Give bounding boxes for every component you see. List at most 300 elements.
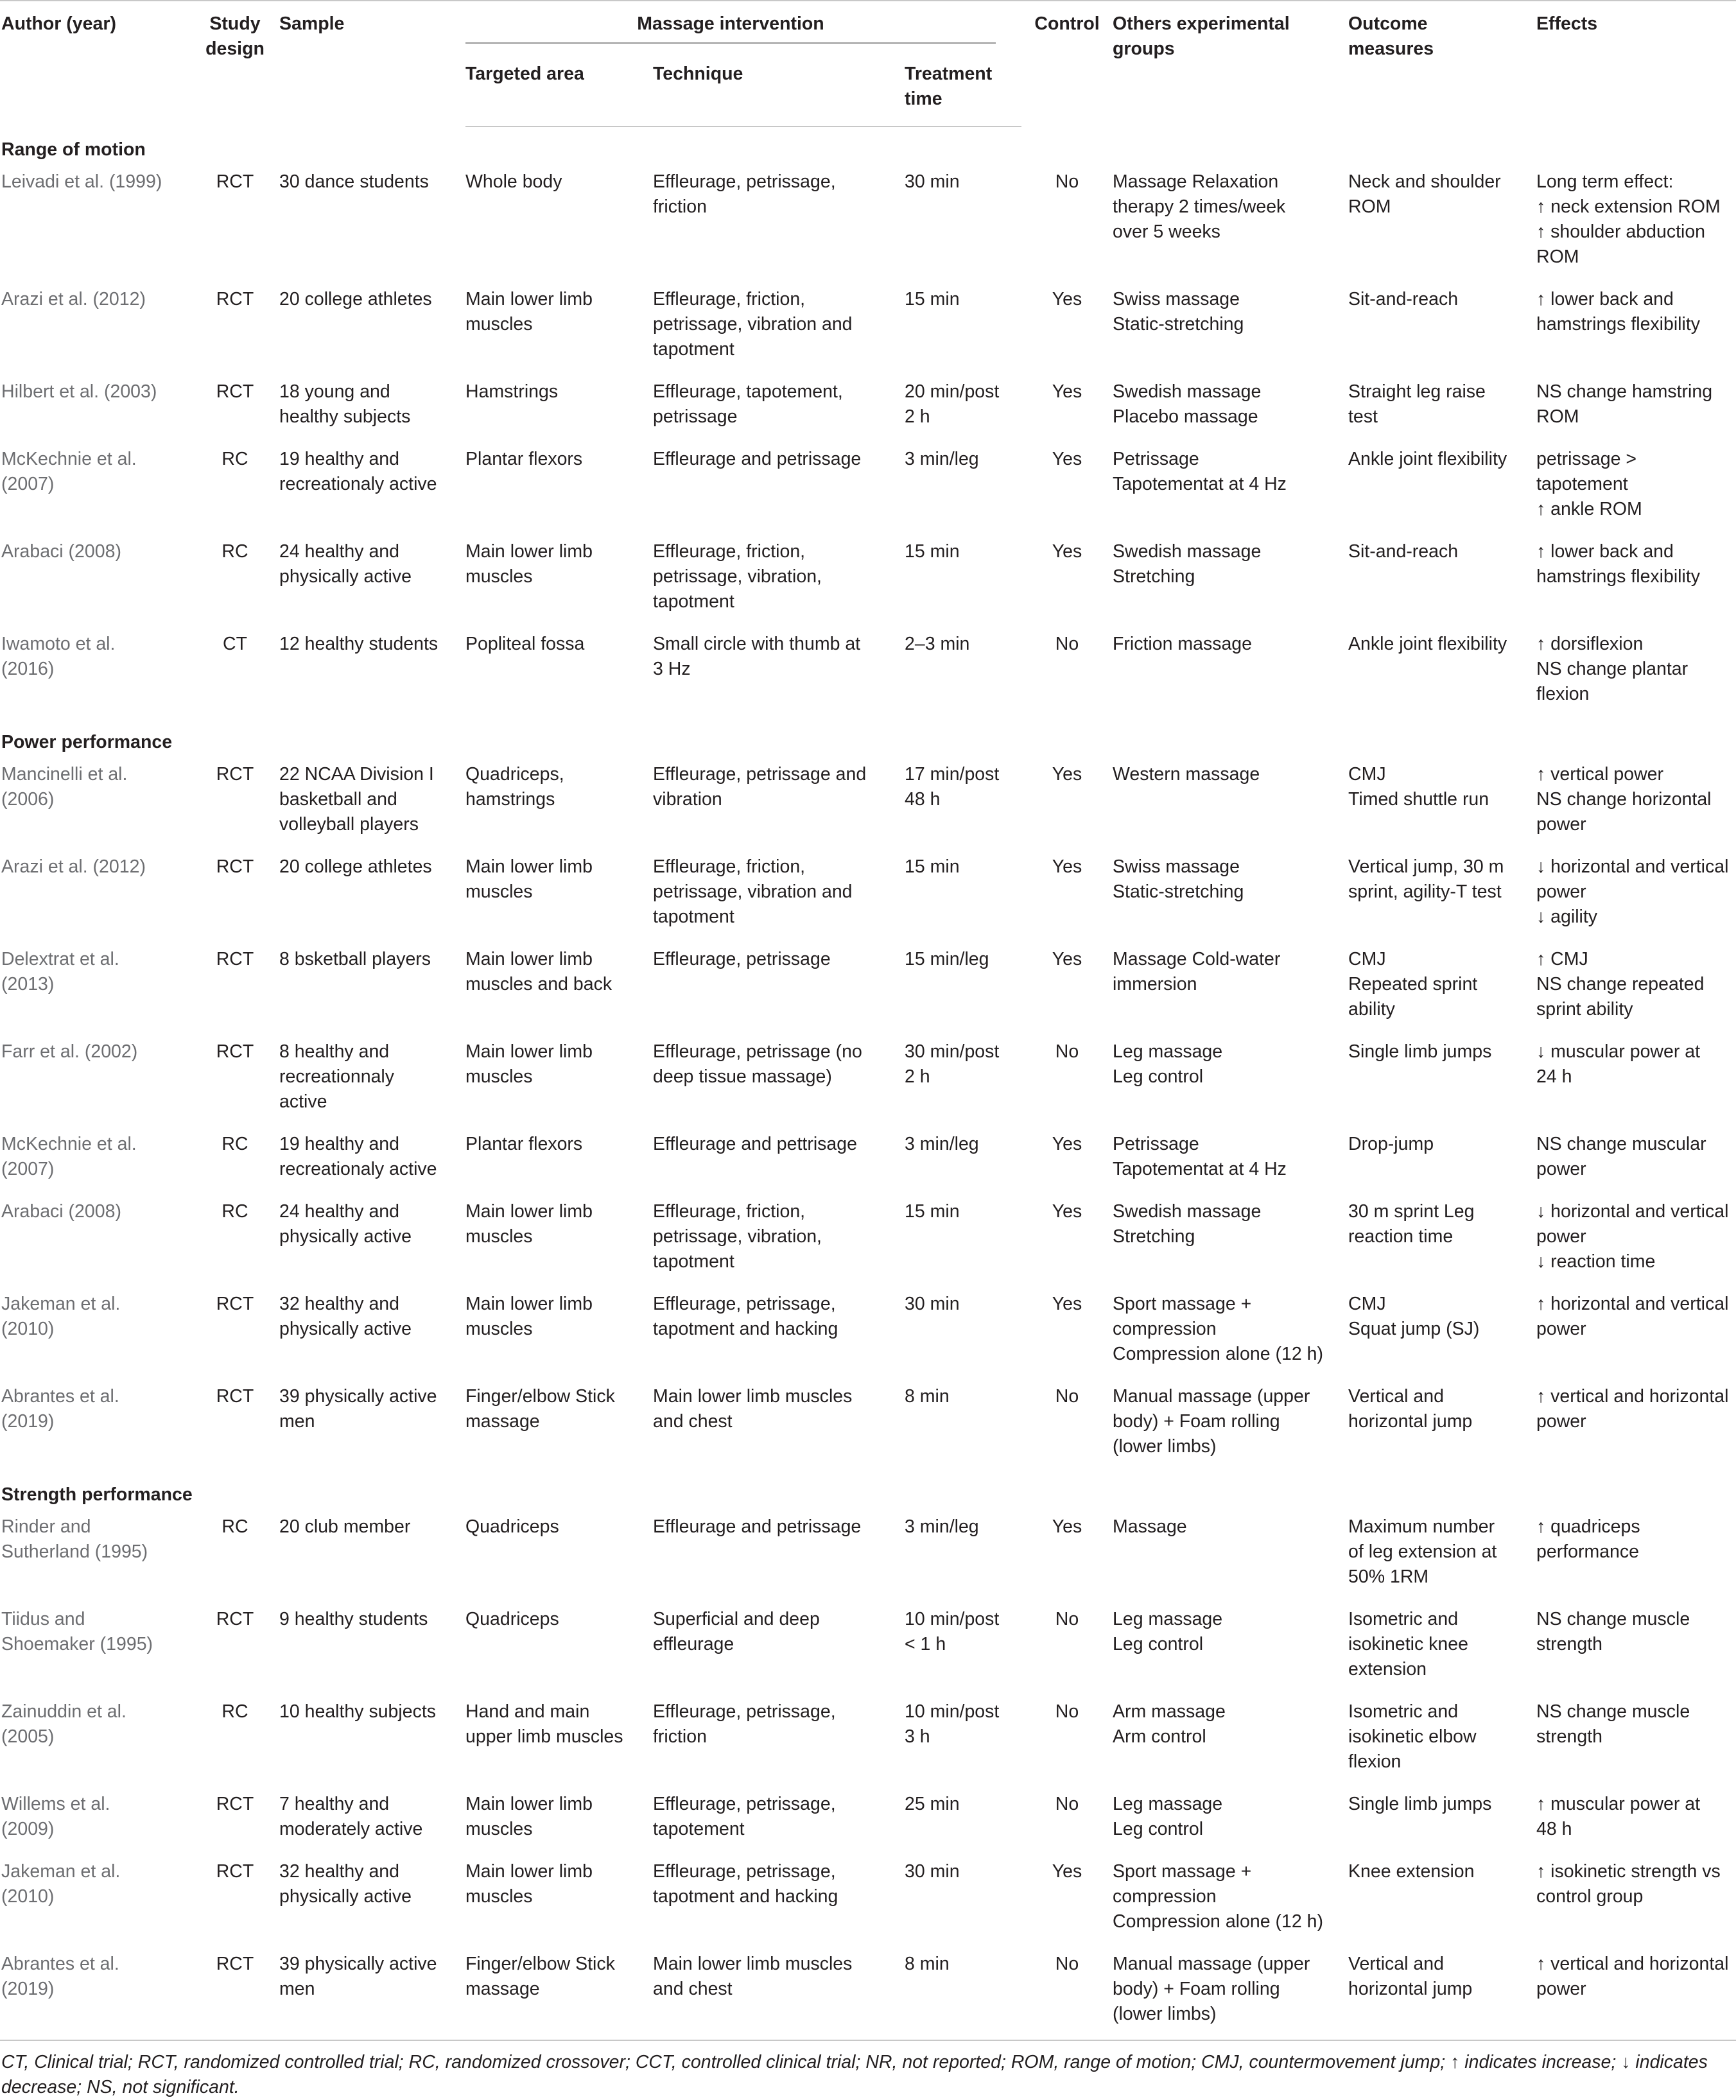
- cell-line: men: [279, 1411, 315, 1432]
- cell-study-design: CT: [223, 634, 247, 654]
- cell-study-design: RC: [221, 1516, 248, 1537]
- cell-sample: [279, 850, 465, 942]
- cell-line: healthy subjects: [279, 406, 411, 427]
- cell-line: ↓ muscular power at: [1536, 1041, 1701, 1062]
- cell-study-design: RCT: [191, 1947, 279, 2040]
- cell-line: Leg control: [1113, 1634, 1204, 1654]
- cell-line: (2007): [1, 1159, 55, 1179]
- cell-line: NS change repeated: [1536, 974, 1705, 994]
- cell-study-design: RCT: [216, 171, 254, 192]
- cell-author: [0, 1035, 191, 1127]
- cell-line: CMJ: [1348, 1294, 1386, 1314]
- cell-treatment-time: [905, 1287, 1021, 1380]
- cell-line: petrissage, vibration and: [653, 314, 853, 334]
- cell-line: hamstrings flexibility: [1536, 566, 1701, 587]
- cell-line: ↑ vertical and horizontal: [1536, 1954, 1729, 1974]
- cell-line: 30 m sprint Leg: [1348, 1201, 1475, 1222]
- cell-outcome-measures: [1348, 627, 1536, 720]
- cell-author: [0, 282, 191, 375]
- cell-line: petrissage, vibration and: [653, 881, 853, 902]
- cell-line: tapotment: [653, 907, 734, 927]
- cell-effects: [1536, 282, 1736, 375]
- cell-author: [0, 1510, 191, 1602]
- cell-line: Neck and shoulder: [1348, 171, 1501, 192]
- cell-line: Abrantes et al.: [1, 1954, 119, 1974]
- cell-line: Effleurage and pettrisage: [653, 1134, 857, 1154]
- header-effects: Effects: [1536, 1, 1736, 126]
- cell-line: Main lower limb: [465, 1201, 593, 1222]
- cell-treatment-time: [905, 1195, 1021, 1287]
- cell-line: 19 healthy and: [279, 1134, 399, 1154]
- cell-line: Rinder and: [1, 1516, 91, 1537]
- cell-other-groups: [1113, 1510, 1348, 1602]
- cell-line: (2006): [1, 789, 55, 810]
- header-outcome-line1: Outcome: [1348, 13, 1428, 34]
- cell-sample: [279, 627, 465, 720]
- cell-other-groups: [1113, 282, 1348, 375]
- cell-other-groups: [1113, 1035, 1348, 1127]
- cell-line: Effleurage, friction,: [653, 1201, 806, 1222]
- cell-line: 10 healthy subjects: [279, 1701, 436, 1722]
- cell-line: physically active: [279, 1226, 412, 1247]
- cell-line: Massage: [1113, 1516, 1187, 1537]
- cell-line: 15 min/leg: [905, 949, 989, 969]
- cell-targeted-area: [465, 1855, 653, 1947]
- cell-line: Effleurage, tapotement,: [653, 381, 843, 402]
- cell-line: Zainuddin et al.: [1, 1701, 126, 1722]
- cell-line: extension: [1348, 1659, 1427, 1679]
- cell-line: Static-stretching: [1113, 881, 1244, 902]
- cell-line: 30 dance students: [279, 171, 429, 192]
- cell-line: ↑ neck extension ROM: [1536, 196, 1721, 217]
- cell-line: Jakeman et al.: [1, 1294, 121, 1314]
- cell-line: Tiidus and: [1, 1609, 85, 1629]
- cell-line: Friction massage: [1113, 634, 1253, 654]
- cell-line: Swiss massage: [1113, 289, 1240, 309]
- cell-other-groups: [1113, 1287, 1348, 1380]
- cell-line: petrissage, vibration,: [653, 1226, 822, 1247]
- cell-line: Effleurage, petrissage and: [653, 764, 867, 785]
- cell-line: NS change hamstring: [1536, 381, 1713, 402]
- cell-line: massage: [465, 1979, 540, 1999]
- cell-line: muscles: [465, 1819, 533, 1839]
- table-row: [0, 1510, 1736, 1602]
- cell-effects: [1536, 1380, 1736, 1472]
- cell-control: Yes: [1052, 949, 1082, 969]
- table-row: [0, 1947, 1736, 2040]
- cell-line: immersion: [1113, 974, 1197, 994]
- header-treatment-time: [905, 49, 1021, 126]
- cell-line: over 5 weeks: [1113, 221, 1220, 242]
- cell-line: power: [1536, 1979, 1586, 1999]
- cell-study-design: RC: [221, 1201, 248, 1222]
- table-row: [0, 627, 1736, 720]
- massage-intervention-label: Massage intervention: [465, 12, 996, 44]
- cell-line: muscles: [465, 314, 533, 334]
- cell-control: Yes: [1052, 856, 1082, 877]
- cell-targeted-area: [465, 1127, 653, 1195]
- cell-line: 30 min: [905, 1294, 960, 1314]
- cell-line: Sutherland (1995): [1, 1541, 148, 1562]
- cell-line: Main lower limb: [465, 1794, 593, 1814]
- cell-line: basketball and: [279, 789, 397, 810]
- cell-line: power: [1536, 1411, 1586, 1432]
- section-title: Strength performance: [1, 1484, 193, 1505]
- cell-control: Yes: [1052, 541, 1082, 562]
- cell-line: 50% 1RM: [1348, 1566, 1429, 1587]
- cell-study-design: RCT: [216, 856, 254, 877]
- cell-line: ↑ quadriceps: [1536, 1516, 1640, 1537]
- cell-line: ↑ muscular power at: [1536, 1794, 1701, 1814]
- cell-line: NS change muscular: [1536, 1134, 1706, 1154]
- cell-line: 48 h: [1536, 1819, 1572, 1839]
- cell-line: muscles: [465, 881, 533, 902]
- cell-line: Effleurage, friction,: [653, 856, 806, 877]
- cell-line: 2–3 min: [905, 634, 970, 654]
- cell-line: muscles: [465, 1066, 533, 1087]
- cell-line: Straight leg raise: [1348, 381, 1486, 402]
- cell-sample: [279, 1947, 465, 2040]
- cell-line: muscles: [465, 566, 533, 587]
- cell-line: tapotment: [653, 591, 734, 612]
- cell-line: Arabaci (2008): [1, 1201, 121, 1222]
- cell-line: physically active: [279, 566, 412, 587]
- cell-line: Effleurage and petrissage: [653, 449, 862, 469]
- cell-treatment-time: [905, 758, 1021, 850]
- cell-treatment-time: [905, 942, 1021, 1035]
- cell-line: tapotment and hacking: [653, 1319, 838, 1339]
- cell-line: muscles: [465, 1226, 533, 1247]
- cell-line: ↑ ankle ROM: [1536, 499, 1642, 519]
- cell-study-design: RCT: [216, 1386, 254, 1407]
- header-time-line2: time: [905, 89, 942, 109]
- cell-line: Isometric and: [1348, 1609, 1459, 1629]
- cell-line: Effleurage, petrissage,: [653, 1794, 836, 1814]
- cell-line: Stretching: [1113, 1226, 1195, 1247]
- cell-line: 15 min: [905, 289, 960, 309]
- cell-line: Whole body: [465, 171, 562, 192]
- cell-line: Repeated sprint: [1348, 974, 1478, 994]
- cell-line: Iwamoto et al.: [1, 634, 116, 654]
- header-study-design-line2: design: [205, 39, 265, 59]
- cell-line: power: [1536, 881, 1586, 902]
- cell-control: No: [1055, 1794, 1079, 1814]
- header-study-design-line1: Study: [209, 13, 261, 34]
- cell-line: 20 college athletes: [279, 289, 432, 309]
- cell-line: Finger/elbow Stick: [465, 1954, 615, 1974]
- cell-line: Single limb jumps: [1348, 1041, 1492, 1062]
- cell-technique: [653, 627, 905, 720]
- cell-line: 39 physically active: [279, 1954, 437, 1974]
- cell-line: Arazi et al. (2012): [1, 289, 146, 309]
- cell-line: Main lower limb: [465, 541, 593, 562]
- cell-line: Petrissage: [1113, 449, 1199, 469]
- cell-line: ↑ CMJ: [1536, 949, 1588, 969]
- cell-line: Main lower limb: [465, 289, 593, 309]
- cell-line: Main lower limb muscles: [653, 1386, 853, 1407]
- cell-line: Effleurage, petrissage: [653, 949, 831, 969]
- cell-author: [0, 1695, 191, 1787]
- cell-line: Squat jump (SJ): [1348, 1319, 1480, 1339]
- cell-other-groups: [1113, 375, 1348, 442]
- cell-technique: [653, 1127, 905, 1195]
- cell-outcome-measures: [1348, 282, 1536, 375]
- cell-targeted-area: [465, 942, 653, 1035]
- cell-line: horizontal jump: [1348, 1411, 1473, 1432]
- cell-author: [0, 942, 191, 1035]
- cell-line: Western massage: [1113, 764, 1260, 785]
- cell-targeted-area: [465, 1195, 653, 1287]
- cell-author: [0, 1855, 191, 1947]
- cell-author: [0, 850, 191, 942]
- cell-line: Effleurage, friction,: [653, 289, 806, 309]
- cell-control: No: [1055, 1386, 1079, 1407]
- table-row: [0, 1855, 1736, 1947]
- cell-line: Ankle joint flexibility: [1348, 449, 1507, 469]
- cell-effects: [1536, 942, 1736, 1035]
- cell-study-design: RC: [221, 1701, 248, 1722]
- cell-line: tapotment: [653, 339, 734, 360]
- cell-line: recreationaly active: [279, 1159, 437, 1179]
- cell-line: Vertical and: [1348, 1954, 1444, 1974]
- cell-line: tapotment: [653, 1251, 734, 1272]
- cell-line: Isometric and: [1348, 1701, 1459, 1722]
- cell-line: strength: [1536, 1726, 1602, 1747]
- cell-author: [0, 627, 191, 720]
- cell-line: 8 min: [905, 1386, 950, 1407]
- cell-line: 3 min/leg: [905, 449, 979, 469]
- table-row: [0, 1035, 1736, 1127]
- table-row: [0, 758, 1736, 850]
- cell-other-groups: [1113, 758, 1348, 850]
- cell-line: CMJ: [1348, 949, 1386, 969]
- cell-line: (2009): [1, 1819, 55, 1839]
- cell-outcome-measures: [1348, 942, 1536, 1035]
- cell-control: No: [1055, 171, 1079, 192]
- cell-line: recreationaly active: [279, 474, 437, 494]
- cell-treatment-time: [905, 1947, 1021, 2040]
- cell-other-groups: [1113, 1602, 1348, 1695]
- cell-line: Swedish massage: [1113, 381, 1262, 402]
- cell-line: ↑ isokinetic strength vs: [1536, 1861, 1721, 1882]
- cell-line: Effleurage, petrissage,: [653, 1701, 836, 1722]
- cell-line: (2019): [1, 1979, 55, 1999]
- cell-line: ↓ horizontal and vertical: [1536, 856, 1729, 877]
- cell-line: 24 healthy and: [279, 541, 399, 562]
- cell-line: Hilbert et al. (2003): [1, 381, 157, 402]
- cell-line: tapotement: [1536, 474, 1628, 494]
- cell-author: [0, 535, 191, 627]
- cell-effects: [1536, 1035, 1736, 1127]
- cell-outcome-measures: [1348, 1787, 1536, 1855]
- table-row: [0, 942, 1736, 1035]
- cell-line: 10 min/post: [905, 1609, 1000, 1629]
- cell-targeted-area: [465, 442, 653, 535]
- cell-line: NS change muscle: [1536, 1609, 1690, 1629]
- cell-study-design: RCT: [216, 1041, 254, 1062]
- cell-line: ability: [1348, 999, 1395, 1020]
- cell-line: 48 h: [905, 789, 941, 810]
- cell-line: 3 min/leg: [905, 1516, 979, 1537]
- cell-line: friction: [653, 1726, 707, 1747]
- cell-outcome-measures: [1348, 1380, 1536, 1472]
- section-row: [0, 1472, 1736, 1510]
- cell-line: 20 college athletes: [279, 856, 432, 877]
- cell-line: Stretching: [1113, 566, 1195, 587]
- cell-treatment-time: [905, 165, 1021, 282]
- cell-other-groups: [1113, 942, 1348, 1035]
- cell-line: Arazi et al. (2012): [1, 856, 146, 877]
- cell-other-groups: [1113, 1695, 1348, 1787]
- cell-line: ↑ lower back and: [1536, 289, 1674, 309]
- cell-line: ↑ dorsiflexion: [1536, 634, 1644, 654]
- cell-line: NS change muscle: [1536, 1701, 1690, 1722]
- cell-technique: [653, 1195, 905, 1287]
- cell-line: Leg control: [1113, 1819, 1204, 1839]
- cell-line: Tapotementat at 4 Hz: [1113, 474, 1287, 494]
- cell-other-groups: [1113, 442, 1348, 535]
- cell-line: ↓ agility: [1536, 907, 1598, 927]
- cell-line: Shoemaker (1995): [1, 1634, 153, 1654]
- cell-line: test: [1348, 406, 1378, 427]
- header-targeted-area: Targeted area: [465, 49, 653, 126]
- cell-line: 8 bsketball players: [279, 949, 431, 969]
- cell-line: Manual massage (upper: [1113, 1386, 1310, 1407]
- cell-line: Ankle joint flexibility: [1348, 634, 1507, 654]
- cell-effects: [1536, 1287, 1736, 1380]
- cell-study-design: RC: [221, 449, 248, 469]
- cell-line: 2 h: [905, 1066, 930, 1087]
- table-row: [0, 850, 1736, 942]
- cell-outcome-measures: [1348, 1127, 1536, 1195]
- cell-effects: [1536, 850, 1736, 942]
- cell-study-design: RCT: [216, 1294, 254, 1314]
- cell-other-groups: [1113, 1787, 1348, 1855]
- cell-line: strength: [1536, 1634, 1602, 1654]
- cell-outcome-measures: [1348, 165, 1536, 282]
- cell-line: petrissage >: [1536, 449, 1637, 469]
- cell-line: compression: [1113, 1886, 1217, 1907]
- cell-line: NS change horizontal: [1536, 789, 1712, 810]
- table-row: [0, 1127, 1736, 1195]
- cell-study-design: RCT: [216, 1609, 254, 1629]
- cell-control: Yes: [1052, 381, 1082, 402]
- cell-targeted-area: [465, 535, 653, 627]
- cell-line: Main lower limb: [465, 856, 593, 877]
- cell-effects: [1536, 1602, 1736, 1695]
- cell-treatment-time: [905, 535, 1021, 627]
- cell-line: Timed shuttle run: [1348, 789, 1489, 810]
- table-row: [0, 1380, 1736, 1472]
- cell-control: No: [1055, 1041, 1079, 1062]
- cell-line: of leg extension at: [1348, 1541, 1497, 1562]
- cell-line: hamstrings: [465, 789, 555, 810]
- cell-line: power: [1536, 814, 1586, 835]
- cell-line: Sport massage +: [1113, 1861, 1252, 1882]
- cell-line: 3 h: [905, 1726, 930, 1747]
- cell-technique: [653, 375, 905, 442]
- cell-control: Yes: [1052, 1294, 1082, 1314]
- cell-study-design: RCT: [216, 1794, 254, 1814]
- cell-effects: [1536, 1695, 1736, 1787]
- cell-line: 7 healthy and: [279, 1794, 390, 1814]
- cell-control: Yes: [1052, 1516, 1082, 1537]
- cell-study-design: RC: [221, 1134, 248, 1154]
- cell-line: Vertical and: [1348, 1386, 1444, 1407]
- cell-technique: [653, 535, 905, 627]
- cell-author: [0, 442, 191, 535]
- cell-control: No: [1055, 1701, 1079, 1722]
- cell-line: Main lower limb: [465, 949, 593, 969]
- cell-author: [0, 375, 191, 442]
- cell-line: tapotement: [653, 1819, 745, 1839]
- cell-line: 3 Hz: [653, 659, 691, 679]
- cell-sample: [279, 1695, 465, 1787]
- section-row: [0, 720, 1736, 758]
- cell-line: Plantar flexors: [465, 1134, 583, 1154]
- header-sample: Sample: [279, 1, 465, 126]
- table-row: [0, 165, 1736, 282]
- cell-line: Swedish massage: [1113, 1201, 1262, 1222]
- cell-line: 15 min: [905, 541, 960, 562]
- cell-line: 19 healthy and: [279, 449, 399, 469]
- cell-line: ↑ shoulder abduction: [1536, 221, 1706, 242]
- cell-outcome-measures: [1348, 375, 1536, 442]
- cell-line: Main lower limb muscles: [653, 1954, 853, 1974]
- cell-line: Maximum number: [1348, 1516, 1495, 1537]
- cell-author: [0, 165, 191, 282]
- cell-sample: [279, 1287, 465, 1380]
- cell-line: flexion: [1536, 684, 1590, 704]
- cell-effects: [1536, 165, 1736, 282]
- header-other-groups-line2: groups: [1113, 39, 1175, 59]
- cell-line: 30 min: [905, 171, 960, 192]
- cell-outcome-measures: [1348, 1195, 1536, 1287]
- cell-outcome-measures: [1348, 758, 1536, 850]
- cell-control: Yes: [1052, 1861, 1082, 1882]
- cell-outcome-measures: [1348, 1947, 1536, 2040]
- cell-sample: [279, 282, 465, 375]
- cell-control: Yes: [1052, 449, 1082, 469]
- cell-study-design: RCT: [216, 949, 254, 969]
- cell-author: [0, 1380, 191, 1472]
- cell-technique: [653, 1695, 905, 1787]
- cell-targeted-area: [465, 1695, 653, 1787]
- cell-line: 22 NCAA Division I: [279, 764, 434, 785]
- cell-line: 20 club member: [279, 1516, 411, 1537]
- cell-line: Plantar flexors: [465, 449, 583, 469]
- cell-treatment-time: [905, 1855, 1021, 1947]
- cell-line: Swiss massage: [1113, 856, 1240, 877]
- cell-line: Quadriceps: [465, 1609, 559, 1629]
- cell-treatment-time: [905, 1035, 1021, 1127]
- cell-line: 32 healthy and: [279, 1294, 399, 1314]
- cell-line: ↑ lower back and: [1536, 541, 1674, 562]
- table-header: [0, 1, 1736, 126]
- cell-line: Sit-and-reach: [1348, 289, 1459, 309]
- cell-other-groups: [1113, 1195, 1348, 1287]
- cell-study-design: RCT: [216, 764, 254, 785]
- cell-line: Swedish massage: [1113, 541, 1262, 562]
- cell-technique: [653, 1602, 905, 1695]
- cell-outcome-measures: [1348, 1287, 1536, 1380]
- cell-line: Arabaci (2008): [1, 541, 121, 562]
- cell-line: Hamstrings: [465, 381, 559, 402]
- cell-line: sprint, agility-T test: [1348, 881, 1502, 902]
- cell-line: isokinetic knee: [1348, 1634, 1468, 1654]
- cell-line: Effleurage, petrissage,: [653, 1861, 836, 1882]
- cell-line: Quadriceps: [465, 1516, 559, 1537]
